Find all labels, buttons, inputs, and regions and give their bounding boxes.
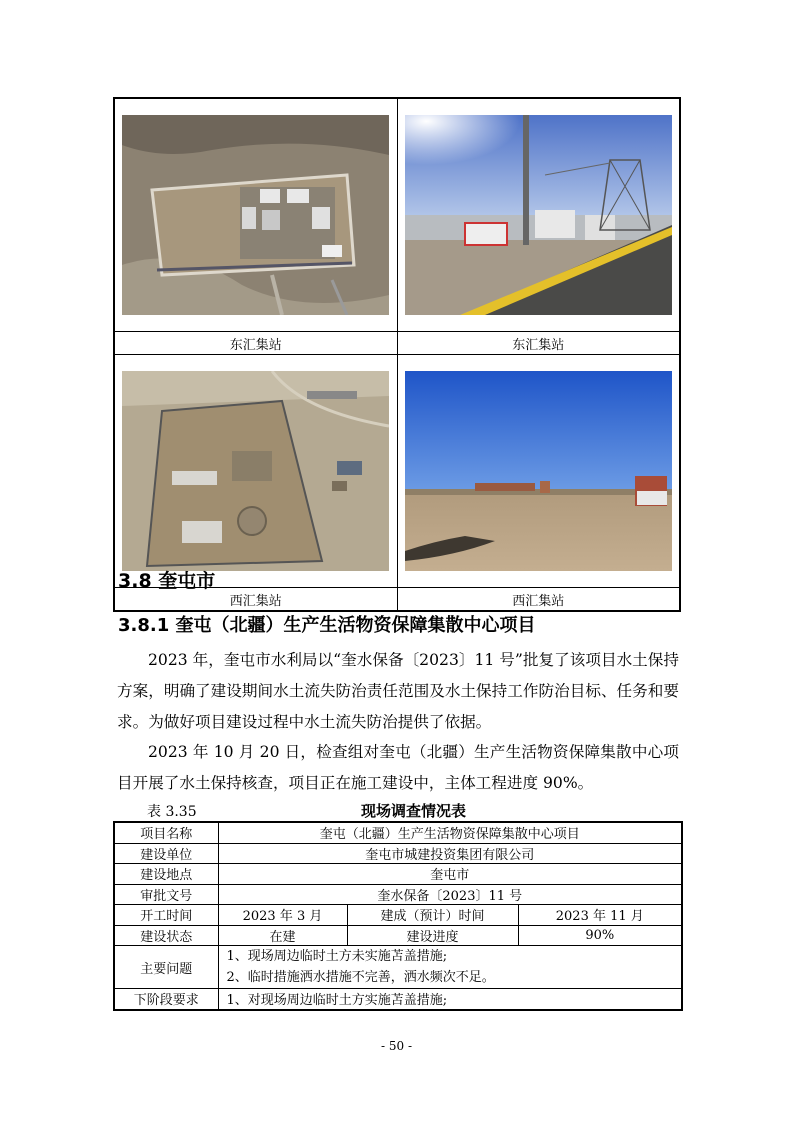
cell-label: 建设状态 bbox=[114, 925, 218, 946]
cell-label: 项目名称 bbox=[114, 822, 218, 843]
cell-value bbox=[218, 946, 682, 989]
table-row bbox=[114, 946, 682, 989]
cell-value: 奎屯市 bbox=[218, 864, 682, 885]
photo-cell bbox=[397, 355, 680, 588]
table-row bbox=[114, 843, 682, 864]
table-caption bbox=[113, 799, 681, 821]
table-title: 现场调查情况表 bbox=[361, 802, 467, 820]
photo-caption: 西汇集站 bbox=[114, 588, 397, 612]
table-row bbox=[114, 989, 682, 1010]
cell-value: 90% bbox=[518, 925, 682, 946]
issue-item: 2、临时措施洒水措施不完善，洒水频次不足。 bbox=[226, 970, 495, 985]
section-heading: 3.8 奎屯市 bbox=[118, 570, 216, 592]
cell-label: 建设地点 bbox=[114, 864, 218, 885]
photo-caption: 西汇集站 bbox=[397, 588, 680, 612]
cell-label: 开工时间 bbox=[114, 905, 218, 926]
table-row bbox=[114, 822, 682, 843]
page-number: - 50 - bbox=[380, 1039, 412, 1053]
photo-west-ground bbox=[405, 371, 672, 571]
cell-value: 2023 年 11 月 bbox=[518, 905, 682, 926]
cell-value: 奎屯（北疆）生产生活物资保障集散中心项目 bbox=[218, 822, 682, 843]
cell-value: 2023 年 3 月 bbox=[218, 905, 347, 926]
paragraph-approval: 2023 年，奎屯市水利局以“奎水保备〔2023〕11 号”批复了该项目水土保持方案，明确了建设期间水土流失防治责任范围及水土保持工作防治目标、任务和要求。为做好项目建设过程中水土流失防治提供了依据。 bbox=[117, 651, 679, 731]
cell-label: 审批文号 bbox=[114, 884, 218, 905]
cell-value: 奎屯市城建投资集团有限公司 bbox=[218, 843, 682, 864]
subsection-heading: 3.8.1 奎屯（北疆）生产生活物资保障集散中心项目 bbox=[118, 615, 536, 636]
photo-east-aerial bbox=[122, 115, 389, 315]
cell-label: 建成（预计）时间 bbox=[347, 905, 518, 926]
survey-table bbox=[113, 821, 683, 1011]
cell-label: 主要问题 bbox=[114, 946, 218, 989]
photo-cell bbox=[114, 98, 397, 332]
cell-label: 下阶段要求 bbox=[114, 989, 218, 1010]
cell-value: 1、对现场周边临时土方实施苫盖措施; bbox=[218, 989, 682, 1010]
issue-item: 1、现场周边临时土方未实施苫盖措施; bbox=[226, 949, 448, 964]
table-number: 表 3.35 bbox=[147, 804, 197, 820]
cell-value: 奎水保备〔2023〕11 号 bbox=[218, 884, 682, 905]
photo-cell bbox=[397, 98, 680, 332]
table-row bbox=[114, 925, 682, 946]
cell-value: 在建 bbox=[218, 925, 347, 946]
photo-table bbox=[113, 97, 681, 612]
photo-cell bbox=[114, 355, 397, 588]
photo-caption: 东汇集站 bbox=[114, 332, 397, 355]
photo-west-aerial bbox=[122, 371, 389, 571]
cell-label: 建设进度 bbox=[347, 925, 518, 946]
photo-east-ground bbox=[405, 115, 672, 315]
cell-label: 建设单位 bbox=[114, 843, 218, 864]
table-row bbox=[114, 864, 682, 885]
table-row bbox=[114, 905, 682, 926]
paragraph-inspection: 2023 年 10 月 20 日，检查组对奎屯（北疆）生产生活物资保障集散中心项目开展了水土保持核查，项目正在施工建设中，主体工程进度 90%。 bbox=[117, 743, 679, 792]
photo-caption: 东汇集站 bbox=[397, 332, 680, 355]
table-row bbox=[114, 884, 682, 905]
